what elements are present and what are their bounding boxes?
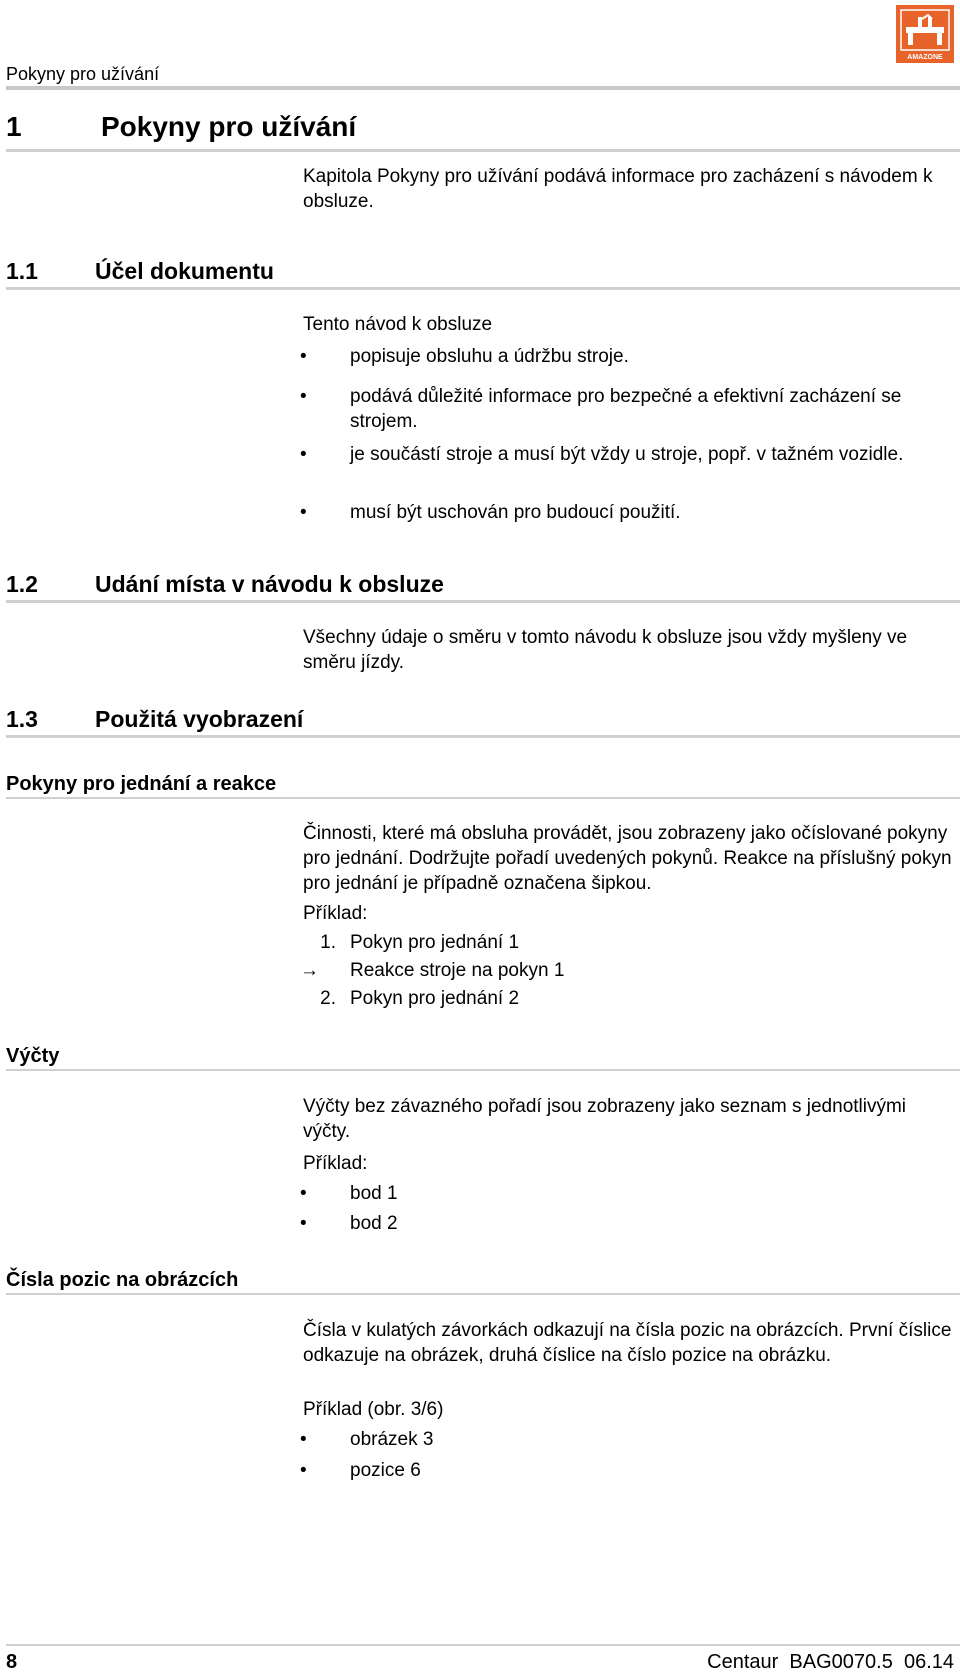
chapter-heading: 1 Pokyny pro užívání xyxy=(6,111,357,142)
document-code xyxy=(707,1650,954,1674)
bullet-icon: • xyxy=(300,1460,307,1481)
doc-code: BAG0070.5 06.14 xyxy=(789,1651,954,1673)
section-1-1-heading: 1.1 Účel dokumentu xyxy=(6,258,274,284)
subsection-rule xyxy=(6,1069,960,1071)
arrow-right-icon: → xyxy=(300,960,319,981)
list-item: musí být uschován pro budoucí použití. xyxy=(350,502,681,523)
section-1-2-heading: 1.2 Udání místa v návodu k obsluze xyxy=(6,571,444,597)
positions-example-label: Příklad (obr. 3/6) xyxy=(303,1399,444,1420)
bullet-icon: • xyxy=(300,502,307,523)
section-rule xyxy=(6,287,960,290)
header-rule xyxy=(6,86,960,90)
step-text: Pokyn pro jednání 1 xyxy=(350,932,520,953)
bullet-icon: • xyxy=(300,386,307,407)
bullet-icon: • xyxy=(300,1213,307,1234)
bullet-icon: • xyxy=(300,1429,307,1450)
doc-title: Centaur xyxy=(707,1651,779,1673)
positions-text: Čísla v kulatých závorkách odkazují na čísla pozic na obrázcích. První číslice odkazuje na obrázek, druhá číslice na číslo pozice na obrázku. xyxy=(303,1320,952,1366)
amazone-logo xyxy=(896,5,954,63)
running-header: Pokyny pro užívání xyxy=(6,64,160,84)
section-rule xyxy=(6,735,960,738)
list-item: bod 1 xyxy=(350,1183,398,1204)
lists-example-label: Příklad: xyxy=(303,1153,368,1174)
list-item: je součástí stroje a musí být vždy u stroje, popř. v tažném vozidle. xyxy=(350,444,904,465)
step-text: Reakce stroje na pokyn 1 xyxy=(350,960,565,981)
subsection-rule xyxy=(6,797,960,799)
section-1-3-heading: 1.3 Použitá vyobrazení xyxy=(6,706,304,732)
subsection-rule xyxy=(6,1293,960,1295)
actions-text: Činnosti, které má obsluha provádět, jsou zobrazeny jako očíslované pokyny pro jednání. Dodržujte pořadí uvedených pokynů. Reakce na příslušný pokyn pro jednání je případně označena šipkou. xyxy=(303,823,952,894)
footer-rule xyxy=(6,1644,960,1646)
page-number: 8 xyxy=(6,1651,18,1673)
subsection-heading-positions: Čísla pozic na obrázcích xyxy=(6,1269,239,1291)
bullet-icon: • xyxy=(300,444,307,465)
bullet-icon: • xyxy=(300,1183,307,1204)
section-1-1-lead: Tento návod k obsluze xyxy=(303,314,493,335)
step-number: 1. xyxy=(320,932,336,953)
chapter-intro: Kapitola Pokyny pro užívání podává informace pro zacházení s návodem k obsluze. xyxy=(303,166,933,212)
section-1-2-text: Všechny údaje o směru v tomto návodu k obsluze jsou vždy myšleny ve směru jízdy. xyxy=(303,627,908,673)
list-item: obrázek 3 xyxy=(350,1429,434,1450)
list-item: podává důležité informace pro bezpečné a efektivní zacházení se strojem. xyxy=(350,386,902,432)
chapter-rule xyxy=(6,149,960,152)
lists-text: Výčty bez závazného pořadí jsou zobrazeny jako seznam s jednotlivými výčty. xyxy=(303,1096,907,1142)
subsection-heading-actions: Pokyny pro jednání a reakce xyxy=(6,773,277,795)
bullet-icon: • xyxy=(300,346,307,367)
step-text: Pokyn pro jednání 2 xyxy=(350,988,520,1009)
actions-example-label: Příklad: xyxy=(303,903,368,924)
list-item: popisuje obsluhu a údržbu stroje. xyxy=(350,346,629,367)
list-item: bod 2 xyxy=(350,1213,398,1234)
step-number: 2. xyxy=(320,988,336,1009)
logo-text: AMAZONE xyxy=(907,54,943,61)
list-item: pozice 6 xyxy=(350,1460,421,1481)
section-rule xyxy=(6,600,960,603)
subsection-heading-lists: Výčty xyxy=(6,1045,60,1067)
